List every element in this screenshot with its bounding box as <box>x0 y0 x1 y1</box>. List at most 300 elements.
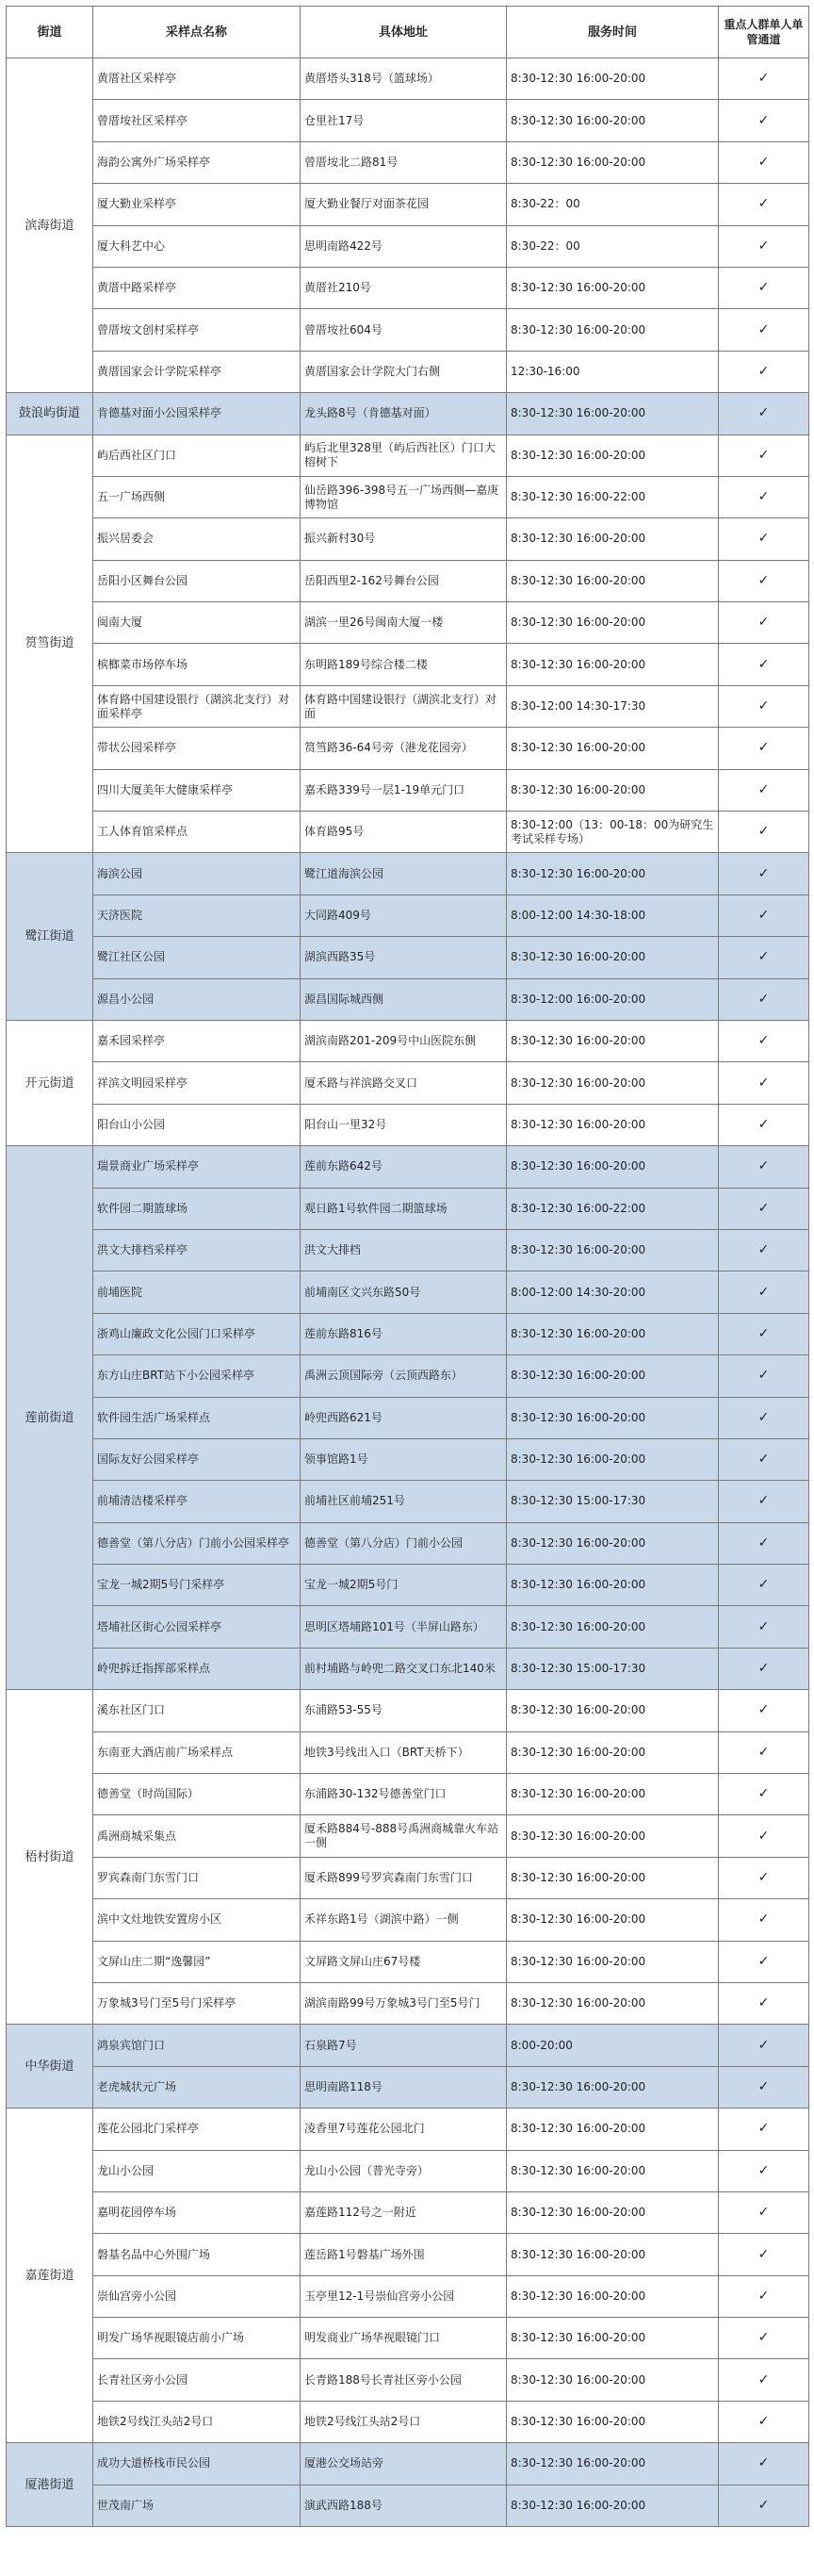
address-cell: 厦港公交场站旁 <box>301 2443 507 2485</box>
service-hours-cell: 8:30-12:30 16:00-20:00 <box>507 1565 719 1606</box>
service-hours-cell: 8:30-12:30 16:00-20:00 <box>507 518 719 560</box>
address-cell: 岭兜西路621号 <box>301 1397 507 1438</box>
address-cell: 岳阳西里2-162号舞台公园 <box>301 560 507 601</box>
priority-channel-check: ✓ <box>719 1355 809 1397</box>
address-cell: 仙岳路396-398号五一广场西侧—嘉庚博物馆 <box>301 476 507 517</box>
address-cell: 黄厝国家会计学院大门右侧 <box>301 351 507 392</box>
header-address: 具体地址 <box>301 7 507 58</box>
site-name-cell: 海韵公寓外广场采样亭 <box>93 141 301 183</box>
site-name-cell: 老虎城状元广场 <box>93 2066 301 2108</box>
priority-channel-check: ✓ <box>719 1941 809 1982</box>
district-cell: 筼筜街道 <box>7 435 93 853</box>
table-row <box>7 2485 809 2526</box>
address-cell: 源昌国际城西侧 <box>301 978 507 1020</box>
table-row <box>7 2401 809 2442</box>
district-cell: 中华街道 <box>7 2025 93 2108</box>
priority-channel-check: ✓ <box>719 2108 809 2150</box>
priority-channel-check: ✓ <box>719 2234 809 2275</box>
site-name-cell: 厦大勤业采样亭 <box>93 184 301 225</box>
table-row <box>7 1020 809 1061</box>
priority-channel-check: ✓ <box>719 2401 809 2442</box>
table-row <box>7 1438 809 1480</box>
service-hours-cell: 8:30-12:00 16:00-20:00 <box>507 978 719 1020</box>
service-hours-cell: 8:30-12:30 16:00-20:00 <box>507 1774 719 1815</box>
site-name-cell: 肯德基对面小公园采样亭 <box>93 393 301 435</box>
table-row <box>7 1062 809 1104</box>
site-name-cell: 滨中文灶地铁安置房小区 <box>93 1899 301 1941</box>
address-cell: 阳台山一里32号 <box>301 1104 507 1145</box>
table-row <box>7 393 809 435</box>
table-row <box>7 2066 809 2108</box>
service-hours-cell: 8:30-12:30 16:00-20:00 <box>507 937 719 978</box>
table-row <box>7 1941 809 1982</box>
service-hours-cell: 8:30-12:30 16:00-20:00 <box>507 1397 719 1438</box>
service-hours-cell: 8:30-12:00（13：00-18：00为研究生考试采样专场） <box>507 812 719 853</box>
address-cell: 文屏路文屏山庄67号楼 <box>301 1941 507 1982</box>
site-name-cell: 长青社区旁小公园 <box>93 2359 301 2401</box>
service-hours-cell: 8:30-12:30 16:00-20:00 <box>507 1522 719 1564</box>
priority-channel-check: ✓ <box>719 685 809 727</box>
service-hours-cell: 8:30-12:30 16:00-20:00 <box>507 1857 719 1898</box>
table-row <box>7 1774 809 1815</box>
table-row <box>7 728 809 769</box>
site-name-cell: 鹭江社区公园 <box>93 937 301 978</box>
table-row <box>7 937 809 978</box>
table-row <box>7 2150 809 2191</box>
address-cell: 黄厝社210号 <box>301 267 507 308</box>
service-hours-cell: 8:30-12:30 16:00-20:00 <box>507 1355 719 1397</box>
priority-channel-check: ✓ <box>719 853 809 894</box>
service-hours-cell: 8:30-12:30 16:00-20:00 <box>507 58 719 100</box>
priority-channel-check: ✓ <box>719 225 809 267</box>
table-body <box>7 58 809 2527</box>
site-name-cell: 曾厝垵文创村采样亭 <box>93 309 301 351</box>
site-name-cell: 德善堂（时尚国际） <box>93 1774 301 1815</box>
site-name-cell: 黄厝中路采样亭 <box>93 267 301 308</box>
service-hours-cell: 8:30-12:30 16:00-20:00 <box>507 1731 719 1773</box>
site-name-cell: 莲花公园北门采样亭 <box>93 2108 301 2150</box>
priority-channel-check: ✓ <box>719 2025 809 2066</box>
table-row <box>7 1188 809 1229</box>
site-name-cell: 海滨公园 <box>93 853 301 894</box>
address-cell: 莲前东路816号 <box>301 1313 507 1354</box>
priority-channel-check: ✓ <box>719 58 809 100</box>
address-cell: 湖滨一里26号闽南大厦一楼 <box>301 602 507 644</box>
service-hours-cell: 8:30-12:30 16:00-20:00 <box>507 2318 719 2359</box>
district-cell: 嘉莲街道 <box>7 2108 93 2443</box>
table-row <box>7 2191 809 2233</box>
service-hours-cell: 8:30-12:30 16:00-20:00 <box>507 1941 719 1982</box>
address-cell: 大同路409号 <box>301 894 507 936</box>
site-name-cell: 明发广场华视眼镜店前小广场 <box>93 2318 301 2359</box>
site-name-cell: 源昌小公园 <box>93 978 301 1020</box>
priority-channel-check: ✓ <box>719 1774 809 1815</box>
site-name-cell: 带状公园采样亭 <box>93 728 301 769</box>
priority-channel-check: ✓ <box>719 2066 809 2108</box>
table-row <box>7 1481 809 1522</box>
site-name-cell: 软件园二期篮球场 <box>93 1188 301 1229</box>
table-row <box>7 1272 809 1313</box>
sampling-site-table <box>6 6 809 2527</box>
district-cell: 开元街道 <box>7 1020 93 1145</box>
service-hours-cell: 8:30-12:30 16:00-22:00 <box>507 1188 719 1229</box>
address-cell: 洪文大排档 <box>301 1229 507 1271</box>
priority-channel-check: ✓ <box>719 937 809 978</box>
address-cell: 前村埔路与岭兜二路交叉口东北140米 <box>301 1648 507 1689</box>
priority-channel-check: ✓ <box>719 1481 809 1522</box>
site-name-cell: 嘉禾园采样亭 <box>93 1020 301 1061</box>
address-cell: 禹洲云顶国际旁（云顶西路东） <box>301 1355 507 1397</box>
priority-channel-check: ✓ <box>719 1565 809 1606</box>
table-row <box>7 2443 809 2485</box>
site-name-cell: 溪东社区门口 <box>93 1690 301 1731</box>
priority-channel-check: ✓ <box>719 184 809 225</box>
table-row <box>7 351 809 392</box>
site-name-cell: 罗宾森南门东雪门口 <box>93 1857 301 1898</box>
site-name-cell: 振兴居委会 <box>93 518 301 560</box>
site-name-cell: 德善堂（第八分店）门前小公园采样亭 <box>93 1522 301 1564</box>
table-row <box>7 685 809 727</box>
address-cell: 禾祥东路1号（湖滨中路）一侧 <box>301 1899 507 1941</box>
address-cell: 体育路95号 <box>301 812 507 853</box>
table-row <box>7 602 809 644</box>
site-name-cell: 软件园生活广场采样点 <box>93 1397 301 1438</box>
table-row <box>7 58 809 100</box>
priority-channel-check: ✓ <box>719 1606 809 1648</box>
address-cell: 思明南路118号 <box>301 2066 507 2108</box>
site-name-cell: 世茂南广场 <box>93 2485 301 2526</box>
priority-channel-check: ✓ <box>719 2443 809 2485</box>
site-name-cell: 成功大道桥栈市民公园 <box>93 2443 301 2485</box>
priority-channel-check: ✓ <box>719 894 809 936</box>
service-hours-cell: 8:30-12:30 16:00-20:00 <box>507 560 719 601</box>
table-row <box>7 1313 809 1354</box>
site-name-cell: 禹洲商城采集点 <box>93 1815 301 1857</box>
header-priority-channel: 重点人群单人单管通道 <box>719 7 809 58</box>
table-row <box>7 2108 809 2150</box>
priority-channel-check: ✓ <box>719 1731 809 1773</box>
table-row <box>7 1229 809 1271</box>
service-hours-cell: 8:00-12:00 14:30-18:00 <box>507 894 719 936</box>
site-name-cell: 万象城3号门至5号门采样亭 <box>93 1982 301 2024</box>
service-hours-cell: 8:30-12:30 16:00-20:00 <box>507 309 719 351</box>
table-row <box>7 1982 809 2024</box>
table-row <box>7 1690 809 1731</box>
priority-channel-check: ✓ <box>719 560 809 601</box>
site-name-cell: 国际友好公园采样亭 <box>93 1438 301 1480</box>
service-hours-cell: 8:30-12:30 16:00-20:00 <box>507 100 719 141</box>
address-cell: 前埔南区文兴东路50号 <box>301 1272 507 1313</box>
service-hours-cell: 8:30-12:30 16:00-20:00 <box>507 2066 719 2108</box>
address-cell: 东浦路30-132号德善堂门口 <box>301 1774 507 1815</box>
service-hours-cell: 8:30-12:30 16:00-20:00 <box>507 1313 719 1354</box>
address-cell: 东浦路53-55号 <box>301 1690 507 1731</box>
site-name-cell: 厦大科艺中心 <box>93 225 301 267</box>
site-name-cell: 瑞景商业广场采样亭 <box>93 1146 301 1188</box>
priority-channel-check: ✓ <box>719 435 809 476</box>
table-row <box>7 309 809 351</box>
priority-channel-check: ✓ <box>719 2191 809 2233</box>
site-name-cell: 槟榔菜市场停车场 <box>93 644 301 685</box>
site-name-cell: 工人体育馆采样点 <box>93 812 301 853</box>
table-row <box>7 853 809 894</box>
site-name-cell: 祥滨文明园采样亭 <box>93 1062 301 1104</box>
priority-channel-check: ✓ <box>719 728 809 769</box>
address-cell: 莲岳路1号磐基广场外围 <box>301 2234 507 2275</box>
address-cell: 莲前东路642号 <box>301 1146 507 1188</box>
priority-channel-check: ✓ <box>719 267 809 308</box>
priority-channel-check: ✓ <box>719 1438 809 1480</box>
priority-channel-check: ✓ <box>719 644 809 685</box>
header-site-name: 采样点名称 <box>93 7 301 58</box>
table-row <box>7 2359 809 2401</box>
address-cell: 东明路189号综合楼二楼 <box>301 644 507 685</box>
site-name-cell: 天济医院 <box>93 894 301 936</box>
address-cell: 屿后北里328里（屿后西社区）门口大榕树下 <box>301 435 507 476</box>
address-cell: 领事馆路1号 <box>301 1438 507 1480</box>
service-hours-cell: 8:30-12:30 16:00-20:00 <box>507 2401 719 2442</box>
service-hours-cell: 8:30-12:30 16:00-20:00 <box>507 853 719 894</box>
service-hours-cell: 8:30-22：00 <box>507 184 719 225</box>
site-name-cell: 嘉明花园停车场 <box>93 2191 301 2233</box>
site-name-cell: 浙鸡山廉政文化公园门口采样亭 <box>93 1313 301 1354</box>
priority-channel-check: ✓ <box>719 1899 809 1941</box>
service-hours-cell: 8:30-12:30 16:00-20:00 <box>507 644 719 685</box>
service-hours-cell: 8:30-12:30 16:00-20:00 <box>507 2359 719 2401</box>
table-row <box>7 769 809 811</box>
site-name-cell: 磐基名品中心外围广场 <box>93 2234 301 2275</box>
site-name-cell: 宝龙一城2期5号门采样亭 <box>93 1565 301 1606</box>
priority-channel-check: ✓ <box>719 2359 809 2401</box>
service-hours-cell: 8:30-12:30 16:00-20:00 <box>507 728 719 769</box>
address-cell: 长青路188号长青社区旁小公园 <box>301 2359 507 2401</box>
address-cell: 地铁3号线出入口（BRT天桥下） <box>301 1731 507 1773</box>
priority-channel-check: ✓ <box>719 1104 809 1145</box>
priority-channel-check: ✓ <box>719 602 809 644</box>
address-cell: 演武西路188号 <box>301 2485 507 2526</box>
address-cell: 玉亭里12-1号崇仙宫旁小公园 <box>301 2275 507 2317</box>
priority-channel-check: ✓ <box>719 393 809 435</box>
priority-channel-check: ✓ <box>719 2485 809 2526</box>
service-hours-cell: 8:30-12:30 16:00-20:00 <box>507 1104 719 1145</box>
table-row <box>7 2025 809 2066</box>
address-cell: 曾厝垵社604号 <box>301 309 507 351</box>
service-hours-cell: 8:30-12:30 16:00-22:00 <box>507 476 719 517</box>
address-cell: 湖滨南路99号万象城3号门至5号门 <box>301 1982 507 2024</box>
service-hours-cell: 8:30-12:30 16:00-20:00 <box>507 393 719 435</box>
priority-channel-check: ✓ <box>719 351 809 392</box>
district-cell: 鹭江街道 <box>7 853 93 1021</box>
priority-channel-check: ✓ <box>719 309 809 351</box>
site-name-cell: 闽南大厦 <box>93 602 301 644</box>
table-row <box>7 1899 809 1941</box>
address-cell: 仓里社17号 <box>301 100 507 141</box>
service-hours-cell: 8:30-12:30 16:00-20:00 <box>507 769 719 811</box>
service-hours-cell: 8:30-12:30 16:00-20:00 <box>507 2275 719 2317</box>
priority-channel-check: ✓ <box>719 518 809 560</box>
site-name-cell: 崇仙宫旁小公园 <box>93 2275 301 2317</box>
service-hours-cell: 8:30-12:30 16:00-20:00 <box>507 2150 719 2191</box>
district-cell: 鼓浪屿街道 <box>7 393 93 435</box>
service-hours-cell: 8:30-22：00 <box>507 225 719 267</box>
site-name-cell: 黄厝社区采样亭 <box>93 58 301 100</box>
site-name-cell: 岳阳小区舞台公园 <box>93 560 301 601</box>
table-row <box>7 560 809 601</box>
priority-channel-check: ✓ <box>719 1020 809 1061</box>
priority-channel-check: ✓ <box>719 1522 809 1564</box>
service-hours-cell: 8:30-12:30 16:00-20:00 <box>507 1982 719 2024</box>
service-hours-cell: 8:30-12:30 16:00-20:00 <box>507 1815 719 1857</box>
site-name-cell: 五一广场西侧 <box>93 476 301 517</box>
priority-channel-check: ✓ <box>719 1982 809 2024</box>
address-cell: 厦禾路与祥滨路交叉口 <box>301 1062 507 1104</box>
address-cell: 地铁2号线江头站2号口 <box>301 2401 507 2442</box>
service-hours-cell: 8:30-12:30 16:00-20:00 <box>507 1146 719 1188</box>
address-cell: 龙头路8号（肯德基对面） <box>301 393 507 435</box>
address-cell: 厦禾路899号罗宾森南门东雪门口 <box>301 1857 507 1898</box>
table-header-row <box>7 7 809 58</box>
address-cell: 嘉莲路112号之一附近 <box>301 2191 507 2233</box>
address-cell: 凌香里7号莲花公园北门 <box>301 2108 507 2150</box>
address-cell: 鹭江道海滨公园 <box>301 853 507 894</box>
service-hours-cell: 8:30-12:00 14:30-17:30 <box>507 685 719 727</box>
priority-channel-check: ✓ <box>719 1313 809 1354</box>
table-row <box>7 644 809 685</box>
address-cell: 思明南路422号 <box>301 225 507 267</box>
priority-channel-check: ✓ <box>719 1062 809 1104</box>
address-cell: 龙山小公园（普光寺旁） <box>301 2150 507 2191</box>
priority-channel-check: ✓ <box>719 1188 809 1229</box>
service-hours-cell: 8:30-12:30 15:00-17:30 <box>507 1481 719 1522</box>
address-cell: 筼筜路36-64号旁（港龙花园旁） <box>301 728 507 769</box>
service-hours-cell: 8:30-12:30 16:00-20:00 <box>507 1229 719 1271</box>
table-row <box>7 225 809 267</box>
site-name-cell: 四川大厦美年大健康采样亭 <box>93 769 301 811</box>
service-hours-cell: 8:30-12:30 16:00-20:00 <box>507 1020 719 1061</box>
service-hours-cell: 8:30-12:30 16:00-20:00 <box>507 267 719 308</box>
address-cell: 曾厝垵北二路81号 <box>301 141 507 183</box>
site-name-cell: 文屏山庄二期“逸馨园” <box>93 1941 301 1982</box>
site-name-cell: 地铁2号线江头站2号口 <box>93 2401 301 2442</box>
site-name-cell: 体育路中国建设银行（湖滨北支行）对面采样亭 <box>93 685 301 727</box>
priority-channel-check: ✓ <box>719 1272 809 1313</box>
address-cell: 思明区塔埔路101号（半屏山路东） <box>301 1606 507 1648</box>
priority-channel-check: ✓ <box>719 978 809 1020</box>
address-cell: 嘉禾路339号一层1-19单元门口 <box>301 769 507 811</box>
service-hours-cell: 8:30-12:30 16:00-20:00 <box>507 141 719 183</box>
table-row <box>7 1815 809 1857</box>
site-name-cell: 东方山庄BRT站下小公园采样亭 <box>93 1355 301 1397</box>
priority-channel-check: ✓ <box>719 2150 809 2191</box>
service-hours-cell: 8:30-12:30 16:00-20:00 <box>507 2485 719 2526</box>
priority-channel-check: ✓ <box>719 1815 809 1857</box>
service-hours-cell: 8:30-12:30 16:00-20:00 <box>507 1438 719 1480</box>
service-hours-cell: 8:30-12:30 16:00-20:00 <box>507 1690 719 1731</box>
table-row <box>7 812 809 853</box>
service-hours-cell: 8:00-12:00 14:30-20:00 <box>507 1272 719 1313</box>
priority-channel-check: ✓ <box>719 476 809 517</box>
address-cell: 明发商业广场华视眼镜门口 <box>301 2318 507 2359</box>
table-row <box>7 1104 809 1145</box>
address-cell: 黄厝塔头318号（篮球场） <box>301 58 507 100</box>
table-row <box>7 518 809 560</box>
table-row <box>7 435 809 476</box>
address-cell: 前埔社区前埔251号 <box>301 1481 507 1522</box>
priority-channel-check: ✓ <box>719 769 809 811</box>
priority-channel-check: ✓ <box>719 141 809 183</box>
district-cell: 厦港街道 <box>7 2443 93 2527</box>
service-hours-cell: 8:00-20:00 <box>507 2025 719 2066</box>
district-cell: 梧村街道 <box>7 1690 93 2025</box>
priority-channel-check: ✓ <box>719 1690 809 1731</box>
table-row <box>7 100 809 141</box>
service-hours-cell: 8:30-12:30 16:00-20:00 <box>507 1606 719 1648</box>
header-service-hours: 服务时间 <box>507 7 719 58</box>
district-cell: 莲前街道 <box>7 1146 93 1690</box>
table-row <box>7 476 809 517</box>
priority-channel-check: ✓ <box>719 812 809 853</box>
priority-channel-check: ✓ <box>719 100 809 141</box>
site-name-cell: 黄厝国家会计学院采样亭 <box>93 351 301 392</box>
site-name-cell: 龙山小公园 <box>93 2150 301 2191</box>
service-hours-cell: 8:30-12:30 16:00-20:00 <box>507 1899 719 1941</box>
address-cell: 湖滨南路201-209号中山医院东侧 <box>301 1020 507 1061</box>
address-cell: 厦大勤业餐厅对面茶花园 <box>301 184 507 225</box>
table-row <box>7 1146 809 1188</box>
table-row <box>7 1731 809 1773</box>
site-name-cell: 屿后西社区门口 <box>93 435 301 476</box>
priority-channel-check: ✓ <box>719 2275 809 2317</box>
address-cell: 宝龙一城2期5号门 <box>301 1565 507 1606</box>
table-row <box>7 2275 809 2317</box>
priority-channel-check: ✓ <box>719 1397 809 1438</box>
address-cell: 观日路1号软件园二期篮球场 <box>301 1188 507 1229</box>
table-row <box>7 2318 809 2359</box>
header-district: 街道 <box>7 7 93 58</box>
table-row <box>7 184 809 225</box>
address-cell: 振兴新村30号 <box>301 518 507 560</box>
address-cell: 石泉路7号 <box>301 2025 507 2066</box>
site-name-cell: 岭兜拆迁指挥部采样点 <box>93 1648 301 1689</box>
address-cell: 厦禾路884号-888号禹洲商城靠火车站一侧 <box>301 1815 507 1857</box>
site-name-cell: 前埔医院 <box>93 1272 301 1313</box>
address-cell: 体育路中国建设银行（湖滨北支行）对面 <box>301 685 507 727</box>
table-row <box>7 1857 809 1898</box>
service-hours-cell: 8:30-12:30 16:00-20:00 <box>507 2191 719 2233</box>
table-row <box>7 1606 809 1648</box>
table-row <box>7 894 809 936</box>
address-cell: 湖滨西路35号 <box>301 937 507 978</box>
service-hours-cell: 8:30-12:30 16:00-20:00 <box>507 2443 719 2485</box>
site-name-cell: 曾厝垵社区采样亭 <box>93 100 301 141</box>
table-row <box>7 1648 809 1689</box>
service-hours-cell: 8:30-12:30 16:00-20:00 <box>507 2234 719 2275</box>
service-hours-cell: 12:30-16:00 <box>507 351 719 392</box>
district-cell: 滨海街道 <box>7 58 93 393</box>
sampling-site-table-sheet <box>6 6 808 2527</box>
site-name-cell: 洪文大排档采样亭 <box>93 1229 301 1271</box>
site-name-cell: 鸿泉宾馆门口 <box>93 2025 301 2066</box>
table-row <box>7 1355 809 1397</box>
priority-channel-check: ✓ <box>719 1648 809 1689</box>
service-hours-cell: 8:30-12:30 16:00-20:00 <box>507 1062 719 1104</box>
priority-channel-check: ✓ <box>719 1146 809 1188</box>
priority-channel-check: ✓ <box>719 1229 809 1271</box>
address-cell: 德善堂（第八分店）门前小公园 <box>301 1522 507 1564</box>
site-name-cell: 东南亚大酒店前广场采样点 <box>93 1731 301 1773</box>
table-row <box>7 1522 809 1564</box>
table-row <box>7 1565 809 1606</box>
